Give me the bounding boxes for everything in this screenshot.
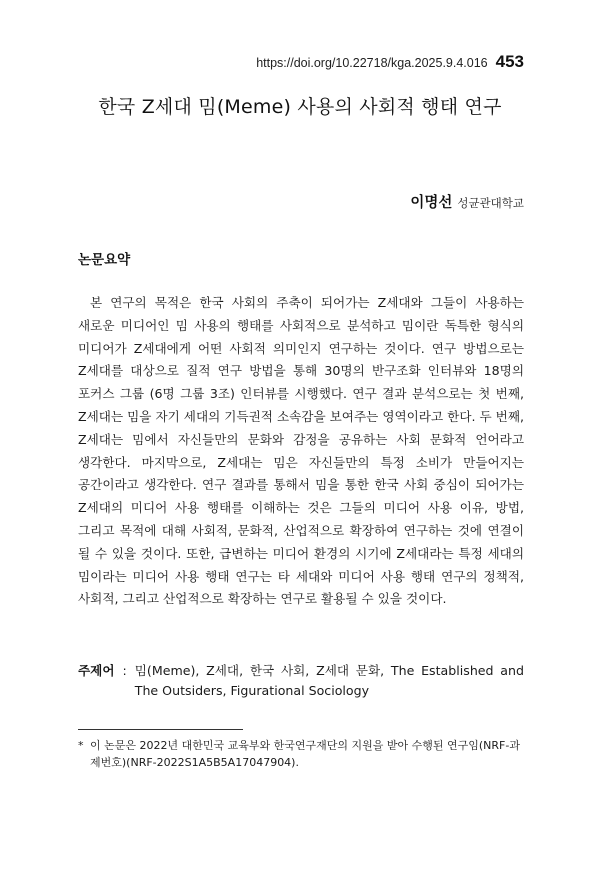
abstract-body: 본 연구의 목적은 한국 사회의 주축이 되어가는 Z세대와 그들이 사용하는 새로운 미디어인 밈 사용의 행태를 사회적으로 분석하고 밈이란 독특한 형식의 미디어가 Z세대에게 어떤 사회적 의미인지 연구하는 것이다. 연구 방법으로는 Z세대를 대상으로 질적 연구 방법을 통해 30명의 반구조화 인터뷰와 18명의 포커스 그룹 (6명 그룹 3조) 인터뷰를 시행했다. 연구 결과 분석으로는 첫 번째, Z세대는 밈을 자기 세대의 기득권적 소속감을 보여주는 영역이라고 한다. 두 번째, Z세대는 밈에서 자신들만의 문화와 감정을 공유하는 사회 문화적 언어라고 생각한다. 마지막으로, Z세대는 밈은 자신들만의 특정 소비가 만들어지는 공간이라고 생각한다. 연구 결과를 통해서 밈을 통한 한국 사회 중심이 되어가는 Z세대의 미디어 사용 행태를 이해하는 것은 그들의 미디어 사용 이유, 방법, 그리고 목적에 대해 사회적, 문화적, 산업적으로 확장하여 연구하는 것에 연결이 될 수 있을 것이다. 또한, 급변하는 미디어 환경의 시기에 Z세대라는 특정 세대의 밈이라는 미디어 사용 행태 연구는 타 세대와 미디어 사용 행태 연구의 정책적, 사회적, 그리고 산업적으로 확장하는 연구로 활용될 수 있을 것이다. (78, 295, 524, 607)
paper-title: 한국 Z세대 밈(Meme) 사용의 사회적 행태 연구 (98, 96, 502, 118)
page-number: 453 (495, 52, 524, 71)
keywords-block (78, 661, 524, 701)
author-affiliation: 성균관대학교 (457, 196, 524, 210)
footnote (78, 737, 526, 771)
running-header (256, 52, 524, 72)
footnote-text: 이 논문은 2022년 대한민국 교육부와 한국연구재단의 지원을 받아 수행된 연구임(NRF-과제번호)(NRF-2022S1A5B5A17047904). (90, 739, 520, 769)
author-name: 이명선 (410, 195, 453, 211)
keywords-separator: : (122, 663, 127, 678)
footnote-mark: * (78, 739, 84, 752)
footnote-divider (78, 729, 243, 730)
abstract-heading: 논문요약 (78, 252, 131, 268)
keywords-text: 밈(Meme), Z세대, 한국 사회, Z세대 문화, The Established and The Outsiders, Figurational Sociology (134, 663, 524, 698)
author-line (410, 191, 524, 212)
doi-link[interactable]: https://doi.org/10.22718/kga.2025.9.4.016 (256, 56, 488, 70)
keywords-label: 주제어 (78, 663, 115, 678)
